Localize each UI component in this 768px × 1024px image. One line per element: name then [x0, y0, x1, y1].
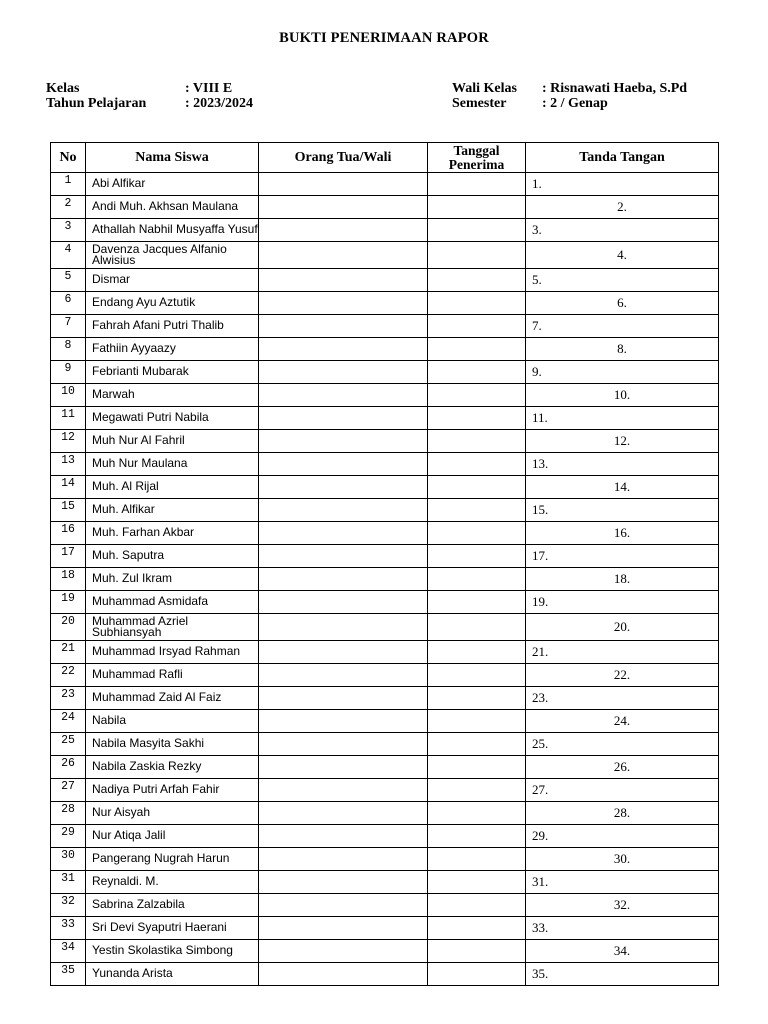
- received-date-cell: [428, 940, 526, 963]
- received-date-cell: [428, 756, 526, 779]
- received-date-cell: [428, 219, 526, 242]
- parent-cell: [259, 825, 428, 848]
- student-name: Fahrah Afani Putri Thalib: [86, 315, 259, 338]
- signature-cell: 30.: [526, 848, 719, 871]
- student-name: Nabila: [86, 710, 259, 733]
- parent-cell: [259, 802, 428, 825]
- received-date-cell: [428, 894, 526, 917]
- homeroom-teacher-value: : Risnawati Haeba, S.Pd: [542, 81, 688, 96]
- parent-cell: [259, 687, 428, 710]
- table-row: [51, 871, 719, 894]
- receipt-table: [50, 142, 719, 986]
- parent-cell: [259, 848, 428, 871]
- signature-cell: 5.: [526, 269, 719, 292]
- received-date-cell: [428, 292, 526, 315]
- received-date-cell: [428, 499, 526, 522]
- table-row: [51, 315, 719, 338]
- student-name: Muh. Saputra: [86, 545, 259, 568]
- header-received-date: Tanggal Penerima: [428, 143, 526, 173]
- table-row: [51, 522, 719, 545]
- received-date-cell: [428, 453, 526, 476]
- table-row: [51, 641, 719, 664]
- row-number: 4: [51, 242, 86, 269]
- table-row: [51, 430, 719, 453]
- parent-cell: [259, 522, 428, 545]
- row-number: 11: [51, 407, 86, 430]
- signature-cell: 15.: [526, 499, 719, 522]
- row-number: 32: [51, 894, 86, 917]
- signature-cell: 3.: [526, 219, 719, 242]
- received-date-cell: [428, 338, 526, 361]
- table-row: [51, 940, 719, 963]
- table-row: [51, 894, 719, 917]
- parent-cell: [259, 710, 428, 733]
- row-number: 5: [51, 269, 86, 292]
- received-date-cell: [428, 522, 526, 545]
- signature-cell: 9.: [526, 361, 719, 384]
- student-name: Nur Atiqa Jalil: [86, 825, 259, 848]
- row-number: 12: [51, 430, 86, 453]
- row-number: 17: [51, 545, 86, 568]
- parent-cell: [259, 963, 428, 986]
- table-row: [51, 499, 719, 522]
- table-row: [51, 545, 719, 568]
- received-date-cell: [428, 476, 526, 499]
- row-number: 14: [51, 476, 86, 499]
- received-date-cell: [428, 779, 526, 802]
- student-name: Febrianti Mubarak: [86, 361, 259, 384]
- signature-cell: 29.: [526, 825, 719, 848]
- parent-cell: [259, 361, 428, 384]
- received-date-cell: [428, 591, 526, 614]
- student-name: Muh. Farhan Akbar: [86, 522, 259, 545]
- parent-cell: [259, 269, 428, 292]
- parent-cell: [259, 591, 428, 614]
- signature-cell: 22.: [526, 664, 719, 687]
- table-row: [51, 219, 719, 242]
- student-name: Muhammad Irsyad Rahman: [86, 641, 259, 664]
- row-number: 28: [51, 802, 86, 825]
- parent-cell: [259, 430, 428, 453]
- parent-cell: [259, 292, 428, 315]
- signature-cell: 26.: [526, 756, 719, 779]
- signature-cell: 33.: [526, 917, 719, 940]
- parent-cell: [259, 476, 428, 499]
- signature-cell: 27.: [526, 779, 719, 802]
- table-row: [51, 173, 719, 196]
- table-row: [51, 568, 719, 591]
- row-number: 3: [51, 219, 86, 242]
- received-date-cell: [428, 361, 526, 384]
- parent-cell: [259, 641, 428, 664]
- student-name: Muhammad Rafli: [86, 664, 259, 687]
- received-date-cell: [428, 825, 526, 848]
- parent-cell: [259, 384, 428, 407]
- parent-cell: [259, 338, 428, 361]
- header-parent: Orang Tua/Wali: [259, 143, 428, 173]
- row-number: 30: [51, 848, 86, 871]
- student-name: Nabila Zaskia Rezky: [86, 756, 259, 779]
- student-name: Dismar: [86, 269, 259, 292]
- row-number: 10: [51, 384, 86, 407]
- school-year-value: : 2023/2024: [185, 96, 254, 111]
- teacher-info: [452, 81, 752, 113]
- student-name: Sabrina Zalzabila: [86, 894, 259, 917]
- row-number: 22: [51, 664, 86, 687]
- class-value: : VIII E: [185, 81, 233, 96]
- table-row: [51, 963, 719, 986]
- received-date-cell: [428, 871, 526, 894]
- row-number: 18: [51, 568, 86, 591]
- table-header-row: [51, 143, 719, 173]
- student-name: Davenza Jacques Alfanio Alwisius: [86, 242, 259, 269]
- table-row: [51, 664, 719, 687]
- received-date-cell: [428, 614, 526, 641]
- student-name: Muhammad Asmidafa: [86, 591, 259, 614]
- semester-label: Semester: [452, 96, 507, 111]
- table-row: [51, 476, 719, 499]
- parent-cell: [259, 568, 428, 591]
- parent-cell: [259, 779, 428, 802]
- received-date-cell: [428, 664, 526, 687]
- student-name: Abi Alfikar: [86, 173, 259, 196]
- student-name: Athallah Nabhil Musyaffa Yusuf: [86, 219, 259, 242]
- row-number: 26: [51, 756, 86, 779]
- table-row: [51, 384, 719, 407]
- row-number: 33: [51, 917, 86, 940]
- student-name: Endang Ayu Aztutik: [86, 292, 259, 315]
- signature-cell: 10.: [526, 384, 719, 407]
- row-number: 24: [51, 710, 86, 733]
- parent-cell: [259, 242, 428, 269]
- table-row: [51, 848, 719, 871]
- row-number: 25: [51, 733, 86, 756]
- student-name: Yestin Skolastika Simbong: [86, 940, 259, 963]
- student-name: Reynaldi. M.: [86, 871, 259, 894]
- signature-cell: 4.: [526, 242, 719, 269]
- class-info: [46, 81, 346, 113]
- table-row: [51, 687, 719, 710]
- table-row: [51, 710, 719, 733]
- row-number: 35: [51, 963, 86, 986]
- header-student-name: Nama Siswa: [86, 143, 259, 173]
- semester-value: : 2 / Genap: [542, 96, 608, 111]
- parent-cell: [259, 917, 428, 940]
- parent-cell: [259, 545, 428, 568]
- row-number: 27: [51, 779, 86, 802]
- table-row: [51, 825, 719, 848]
- table-row: [51, 614, 719, 641]
- signature-cell: 20.: [526, 614, 719, 641]
- row-number: 13: [51, 453, 86, 476]
- row-number: 16: [51, 522, 86, 545]
- signature-cell: 8.: [526, 338, 719, 361]
- received-date-cell: [428, 917, 526, 940]
- page-title: BUKTI PENERIMAAN RAPOR: [279, 30, 489, 46]
- table-row: [51, 361, 719, 384]
- received-date-cell: [428, 407, 526, 430]
- student-name: Marwah: [86, 384, 259, 407]
- received-date-cell: [428, 848, 526, 871]
- row-number: 29: [51, 825, 86, 848]
- row-number: 15: [51, 499, 86, 522]
- parent-cell: [259, 614, 428, 641]
- student-name: Megawati Putri Nabila: [86, 407, 259, 430]
- class-label: Kelas: [46, 81, 80, 96]
- row-number: 31: [51, 871, 86, 894]
- header-signature: Tanda Tangan: [526, 143, 719, 173]
- student-name: Fathiin Ayyaazy: [86, 338, 259, 361]
- parent-cell: [259, 196, 428, 219]
- student-name: Muhammad Azriel Subhiansyah: [86, 614, 259, 641]
- signature-cell: 7.: [526, 315, 719, 338]
- parent-cell: [259, 871, 428, 894]
- signature-cell: 2.: [526, 196, 719, 219]
- signature-cell: 21.: [526, 641, 719, 664]
- received-date-cell: [428, 315, 526, 338]
- student-name: Muh Nur Al Fahril: [86, 430, 259, 453]
- received-date-cell: [428, 710, 526, 733]
- received-date-cell: [428, 269, 526, 292]
- table-row: [51, 269, 719, 292]
- table-row: [51, 242, 719, 269]
- student-name: Nadiya Putri Arfah Fahir: [86, 779, 259, 802]
- student-name: Yunanda Arista: [86, 963, 259, 986]
- table-row: [51, 407, 719, 430]
- parent-cell: [259, 733, 428, 756]
- school-year-label: Tahun Pelajaran: [46, 96, 147, 111]
- parent-cell: [259, 756, 428, 779]
- received-date-cell: [428, 641, 526, 664]
- table-row: [51, 917, 719, 940]
- signature-cell: 32.: [526, 894, 719, 917]
- received-date-cell: [428, 196, 526, 219]
- table-row: [51, 292, 719, 315]
- received-date-cell: [428, 384, 526, 407]
- signature-cell: 6.: [526, 292, 719, 315]
- row-number: 19: [51, 591, 86, 614]
- table-row: [51, 591, 719, 614]
- table-row: [51, 802, 719, 825]
- table-row: [51, 453, 719, 476]
- row-number: 7: [51, 315, 86, 338]
- row-number: 6: [51, 292, 86, 315]
- received-date-cell: [428, 242, 526, 269]
- table-row: [51, 779, 719, 802]
- received-date-cell: [428, 802, 526, 825]
- received-date-cell: [428, 545, 526, 568]
- received-date-cell: [428, 963, 526, 986]
- parent-cell: [259, 219, 428, 242]
- signature-cell: 34.: [526, 940, 719, 963]
- student-name: Sri Devi Syaputri Haerani: [86, 917, 259, 940]
- signature-cell: 25.: [526, 733, 719, 756]
- signature-cell: 13.: [526, 453, 719, 476]
- signature-cell: 23.: [526, 687, 719, 710]
- signature-cell: 1.: [526, 173, 719, 196]
- signature-cell: 17.: [526, 545, 719, 568]
- signature-cell: 31.: [526, 871, 719, 894]
- parent-cell: [259, 315, 428, 338]
- row-number: 21: [51, 641, 86, 664]
- student-name: Muh. Alfikar: [86, 499, 259, 522]
- student-name: Andi Muh. Akhsan Maulana: [86, 196, 259, 219]
- homeroom-teacher-label: Wali Kelas: [452, 81, 517, 96]
- row-number: 23: [51, 687, 86, 710]
- row-number: 9: [51, 361, 86, 384]
- signature-cell: 16.: [526, 522, 719, 545]
- signature-cell: 28.: [526, 802, 719, 825]
- header-no: No: [51, 143, 86, 173]
- table-row: [51, 196, 719, 219]
- student-name: Nur Aisyah: [86, 802, 259, 825]
- student-name: Muh. Zul Ikram: [86, 568, 259, 591]
- signature-cell: 12.: [526, 430, 719, 453]
- parent-cell: [259, 453, 428, 476]
- table-row: [51, 733, 719, 756]
- signature-cell: 18.: [526, 568, 719, 591]
- parent-cell: [259, 664, 428, 687]
- table-row: [51, 338, 719, 361]
- parent-cell: [259, 499, 428, 522]
- received-date-cell: [428, 173, 526, 196]
- received-date-cell: [428, 733, 526, 756]
- row-number: 34: [51, 940, 86, 963]
- signature-cell: 14.: [526, 476, 719, 499]
- row-number: 1: [51, 173, 86, 196]
- parent-cell: [259, 940, 428, 963]
- signature-cell: 24.: [526, 710, 719, 733]
- row-number: 8: [51, 338, 86, 361]
- received-date-cell: [428, 568, 526, 591]
- row-number: 2: [51, 196, 86, 219]
- received-date-cell: [428, 687, 526, 710]
- parent-cell: [259, 407, 428, 430]
- received-date-cell: [428, 430, 526, 453]
- student-name: Muh Nur Maulana: [86, 453, 259, 476]
- signature-cell: 11.: [526, 407, 719, 430]
- signature-cell: 19.: [526, 591, 719, 614]
- student-name: Muh. Al Rijal: [86, 476, 259, 499]
- table-row: [51, 756, 719, 779]
- student-name: Nabila Masyita Sakhi: [86, 733, 259, 756]
- parent-cell: [259, 173, 428, 196]
- student-name: Pangerang Nugrah Harun: [86, 848, 259, 871]
- parent-cell: [259, 894, 428, 917]
- row-number: 20: [51, 614, 86, 641]
- signature-cell: 35.: [526, 963, 719, 986]
- student-name: Muhammad Zaid Al Faiz: [86, 687, 259, 710]
